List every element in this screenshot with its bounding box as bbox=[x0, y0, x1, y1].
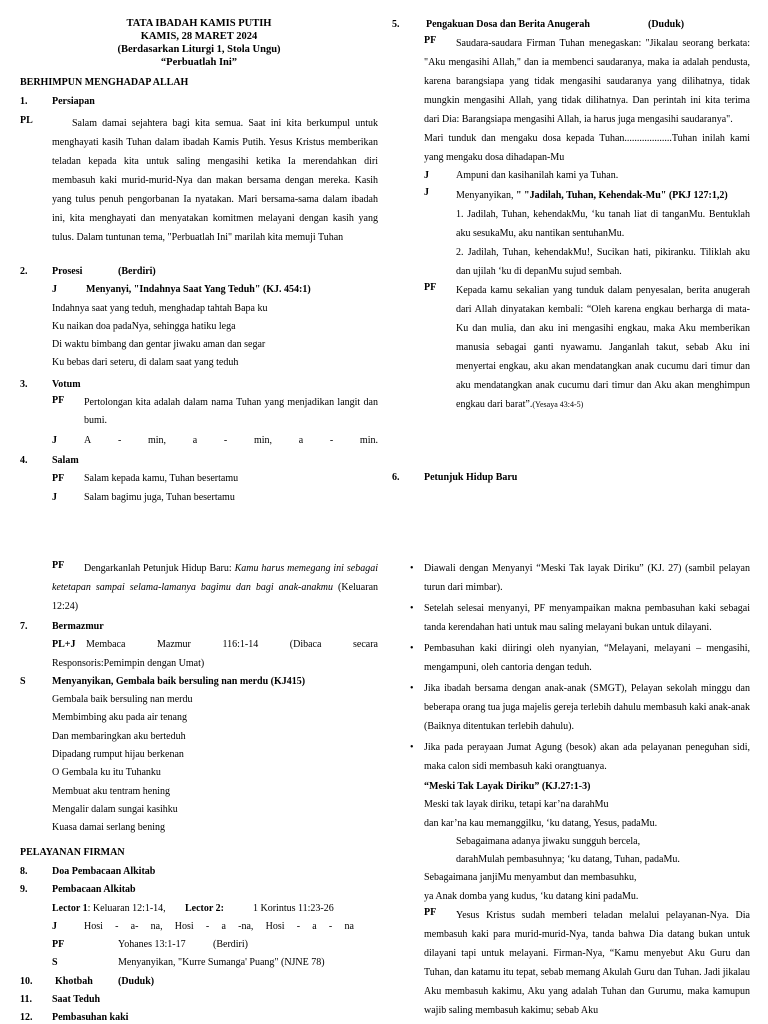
lyric-line: Gembala baik bersuling nan merdu bbox=[52, 694, 193, 706]
item-number: 10. bbox=[20, 975, 33, 987]
document-header bbox=[20, 17, 378, 70]
lyric-line: Ku bebas dari seteru, di dalam saat yang teduh bbox=[52, 357, 239, 369]
berita-anugerah: Kepada kamu sekalian yang tunduk dalam penyesalan, berita anugerah dari Allah dinyatakan kembali: “Oleh karena engkau berharga di mata-Ku dan mulia, dan aku ini mengasihi engkau, maka Aku memberikan manusia sebagai ganti nyawamu. Janganlah takut, sebab Aku ini menyertai engkau, aku akan mendatangkan anak cucumu dari timur dan aku mendatangkan anak cucumu dari timur dan Aku akan menghimpun engkau dari barat”.(Yesaya 43:4-5) bbox=[456, 284, 750, 410]
item-number: 2. bbox=[20, 266, 28, 277]
pengakuan-text: Saudara-saudara Firman Tuhan menegaskan: "Jikalau seorang berkata: "Aku mengasihi Allah," dan ia membenci saudaranya, maka ia adalah pendusta, karena barangsiapa yang tidak mengasihi saudaranya yang dilihatnya, tidak mungkin mengasihi Allah, yang tidak dilihatnya. Dan perintah ini kita terima dari Dia: Barangsiapa mengasihi Allah, ia harus juga mengasihi saudaranya". bbox=[424, 38, 750, 126]
posture-note: (Berdiri) bbox=[213, 939, 248, 951]
verse-2: 2. Jadilah, Tuhan, kehendakMu!, Sucikan hati, pikiranku. Tiliklah aku dan ujilah ‘ku di depanMu sujud sembah. bbox=[456, 246, 750, 277]
item-number: 7. bbox=[20, 621, 28, 632]
document-title: TATA IBADAH KAMIS PUTIH bbox=[126, 18, 272, 29]
speaker-tag: J bbox=[424, 170, 429, 182]
song-title: Menyanyikan, Gembala baik bersuling nan merdu (KJ415) bbox=[52, 675, 306, 687]
mazmur-reading: Membaca Mazmur 116:1-14 (Dibaca secara bbox=[86, 639, 378, 651]
lyric-line: Mengalir dalam sungai kasihku bbox=[52, 803, 178, 815]
lyric-line: Membuat aku tentram hening bbox=[52, 785, 171, 797]
posture-note: (Berdiri) bbox=[118, 266, 156, 277]
lyric-line: Meski tak layak diriku, tetapi kar’na darahMu bbox=[424, 799, 609, 811]
speaker-tag: S bbox=[20, 675, 26, 687]
speaker-tag: PL+J bbox=[52, 639, 76, 651]
lyric-line: darahMulah pembasuhnya; ‘ku datang, Tuhan, padaMu. bbox=[456, 854, 680, 866]
song-intro: Menyanyikan, " "Jadilah, Tuhan, Kehendak-Mu" (PKJ 127:1,2) bbox=[456, 189, 728, 201]
item-number: 6. bbox=[392, 472, 400, 483]
item-title-pengakuan: Pengakuan Dosa dan Berita Anugerah bbox=[426, 19, 590, 30]
meski-title: “Meski Tak Layak Diriku” (KJ.27:1-3) bbox=[424, 781, 591, 792]
hosiana-response: Hosi - a- na, Hosi - a -na, Hosi - a - na bbox=[84, 920, 354, 932]
section-heading-firman: PELAYANAN FIRMAN bbox=[20, 847, 125, 858]
speaker-tag: J bbox=[52, 284, 57, 296]
petunjuk-text: Dengarkanlah Petunjuk Hidup Baru: Kamu harus memegang ini sebagai ketetapan sampai selama-lamanya bagimu dan bagi anak-anakmu (Keluaran 12:24) bbox=[52, 563, 379, 612]
lyric-line: Indahnya saat yang teduh, menghadap tahtah Bapa ku bbox=[52, 302, 268, 314]
speaker-tag: J bbox=[52, 435, 57, 447]
posture-note: (Duduk) bbox=[118, 975, 155, 987]
speaker-tag: PL bbox=[20, 115, 33, 126]
item-number: 4. bbox=[20, 455, 28, 466]
pengakuan-invite: Mari tunduk dan mengaku dosa kepada Tuhan...................Tuhan inilah kami yang mengaku dosa dihadapan-Mu bbox=[424, 133, 750, 164]
speaker-tag: PF bbox=[424, 281, 437, 293]
lyric-line: dan kar’na kau memanggilku, ‘ku datang, Yesus, padaMu. bbox=[424, 817, 658, 829]
item-title-khotbah: Khotbah bbox=[55, 975, 93, 987]
item-title-salam: Salam bbox=[52, 455, 79, 466]
speaker-tag: J bbox=[52, 491, 57, 503]
item-number: 3. bbox=[20, 379, 28, 390]
item-number: 1. bbox=[20, 96, 28, 107]
song-title: Menyanyi, "Indahnya Saat Yang Teduh" (KJ. 454:1) bbox=[86, 284, 311, 296]
votum-text: Pertolongan kita adalah dalam nama Tuhan yang menjadikan langit dan bumi. bbox=[84, 397, 378, 427]
item-number: 5. bbox=[392, 19, 400, 30]
lector-line: Lector 1: Keluaran 12:1-14, Lector 2: 1 Korintus 11:23-26 bbox=[52, 902, 334, 914]
item-title-saat-teduh: Saat Teduh bbox=[52, 994, 101, 1006]
item-title-doa: Doa Pembacaan Alkitab bbox=[52, 866, 156, 877]
gospel-reading: Yohanes 13:1-17 bbox=[118, 939, 186, 951]
item-number: 11. bbox=[20, 994, 32, 1006]
salam-j: Salam bagimu juga, Tuhan besertamu bbox=[84, 491, 235, 503]
amin-response: A - min, a - min, a - min. bbox=[84, 435, 378, 447]
lyric-line: Di waktu bimbang dan gentar jiwaku aman dan segar bbox=[52, 339, 266, 351]
pembasuhan-text: Yesus Kristus sudah memberi teladan melalui pelayanan-Nya. Dia membasuh kaki para murid-murid-Nya, tanda bahwa Dia datang bukan untuk dilayani tapi untuk melayani. Firman-Nya, “Kamu menyebut Aku Guru dan Tuhan, dan katamu itu tepat, sebab memang Akulah Guru dan Tuhan. Jadi jikalau Aku membasuh kakimu, Aku yang adalah Tuhan dan Gurumu, maka kamupun wajib saling membasuh kakimu; sebab Aku bbox=[424, 910, 750, 1017]
speaker-tag: PF bbox=[52, 560, 65, 571]
list-item: • Setelah selesai menyanyi, PF menyampaikan makna pembasuhan kaki sebagai tanda kerendahan hati untuk mau saling melayani bukan untuk dilayani. bbox=[424, 599, 750, 637]
speaker-tag: S bbox=[52, 957, 58, 969]
item-number: 8. bbox=[20, 866, 28, 877]
item-title-votum: Votum bbox=[52, 379, 81, 390]
lyric-line: Dipadang rumput hijau berkenan bbox=[52, 749, 184, 761]
lyric-line: ya Anak domba yang kudus, ‘ku datang kini padaMu. bbox=[424, 890, 639, 902]
document-date: KAMIS, 28 MARET 2024 bbox=[140, 31, 258, 43]
item-title-bermazmur: Bermazmur bbox=[52, 621, 104, 632]
posture-note: (Duduk) bbox=[648, 19, 685, 30]
list-item: • Jika pada perayaan Jumat Agung (besok) akan ada pelayanan peneguhan sidi, maka calon sidi membasuh kaki orangtuanya. bbox=[424, 738, 750, 776]
document-subtitle: (Berdasarkan Liturgi 1, Stola Ungu) bbox=[117, 44, 281, 56]
list-item: • Jika ibadah bersama dengan anak-anak (SMGT), Pelayan sekolah minggu dan beberapa orang tua juga majelis gereja terlebih dahulu membasuh kaki anak-anak (Baiknya ditentukan terlebih dahulu). bbox=[424, 679, 750, 736]
speaker-tag: PF bbox=[52, 395, 65, 407]
salam-pf: Salam kepada kamu, Tuhan besertamu bbox=[84, 473, 239, 485]
lyric-line: Dan membaringkan aku berteduh bbox=[52, 730, 186, 742]
speaker-tag: PF bbox=[52, 473, 65, 485]
item-title-petunjuk: Petunjuk Hidup Baru bbox=[424, 472, 518, 483]
persiapan-text: Salam damai sejahtera bagi kita semua. Saat ini kita berkumpul untuk menghayati kasih Tuhan dalam ibadah Kamis Putih. Yesus Kristus memberikan teladan kepada kita untuk saling mengasihi ketika Ia merendahkan diri membasuh kaki murid-murid-Nya dan makan bersama dengan mereka. Kasih yang tulus penuh pengorbanan Ia nyatakan. Mari bersama-sama dalam ibadah ini, kita menghayati dan menyatakan komitmen melayani dengan kasih yang tulus. Dalam tuntunan tema, "Perbuatlah Ini" marilah kita memuji Tuhan bbox=[52, 118, 378, 243]
lyric-line: Kuasa damai serlang bening bbox=[52, 822, 166, 834]
page-bottom bbox=[0, 552, 768, 1024]
item-number: 12. bbox=[20, 1012, 33, 1024]
list-item: • Diawali dengan Menyanyi “Meski Tak layak Diriku” (KJ. 27) (sambil pelayan turun dari mimbar). bbox=[424, 559, 750, 597]
item-title-pembacaan: Pembacaan Alkitab bbox=[52, 884, 136, 896]
item-title-pembasuhan: Pembasuhan kaki bbox=[52, 1012, 129, 1024]
lyric-line: O Gembala ku itu Tuhanku bbox=[52, 767, 161, 779]
lyric-line: Membimbing aku pada air tenang bbox=[52, 712, 187, 724]
verse-1: 1. Jadilah, Tuhan, kehendakMu, ‘ku tanah liat di tanganMu. Bentuklah aku sesukaMu, aku nantikan sentuhanMu. bbox=[456, 208, 750, 239]
speaker-tag: J bbox=[424, 186, 429, 198]
speaker-tag: PF bbox=[424, 907, 437, 919]
lyric-line: Sebagaimana adanya jiwaku sungguh bercela, bbox=[456, 835, 641, 847]
speaker-tag: PF bbox=[424, 35, 437, 47]
item-number: 9. bbox=[20, 884, 28, 896]
item-title-prosesi: Prosesi bbox=[52, 266, 83, 277]
response-text: Ampuni dan kasihanilah kami ya Tuhan. bbox=[456, 170, 619, 182]
section-heading-berhimpun: BERHIMPUN MENGHADAP ALLAH bbox=[20, 77, 189, 88]
speaker-tag: J bbox=[52, 920, 57, 932]
document-theme: “Perbuatlah Ini” bbox=[160, 57, 238, 69]
speaker-tag: PF bbox=[52, 939, 65, 951]
mazmur-reading-2: Responsoris:Pemimpin dengan Umat) bbox=[52, 657, 205, 669]
song-kurre: Menyanyikan, "Kurre Sumanga' Puang" (NJNE 78) bbox=[118, 957, 325, 969]
item-title-persiapan: Persiapan bbox=[52, 96, 95, 107]
list-item: • Pembasuhan kaki diiringi oleh nyanyian, “Melayani, melayani – mengasihi, mengampuni, oleh cantoria dengan teduh. bbox=[424, 639, 750, 677]
lyric-line: Ku naikan doa padaNya, sehingga hatiku lega bbox=[52, 320, 236, 332]
lyric-line: Sebagaimana janjiMu menyambut dan membasuhku, bbox=[424, 872, 637, 884]
